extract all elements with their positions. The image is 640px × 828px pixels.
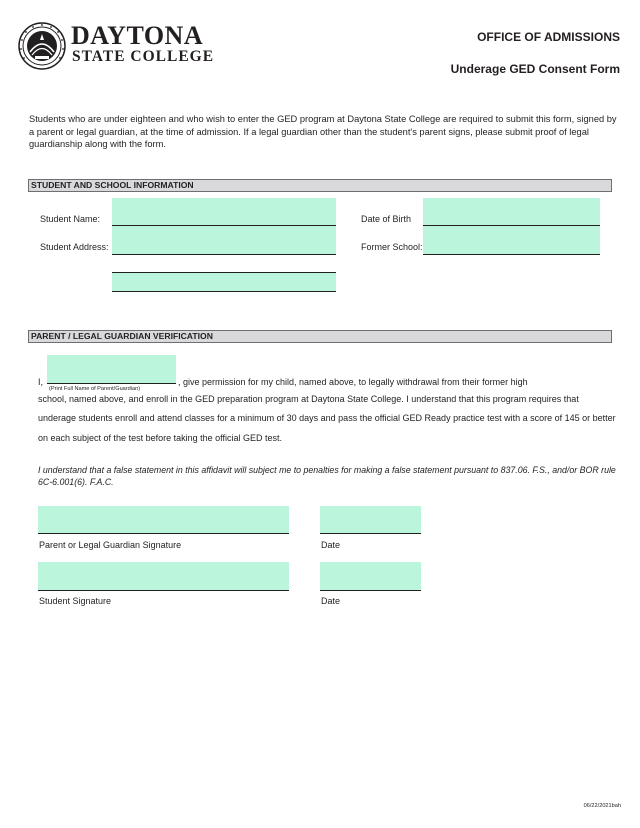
parent-date-field[interactable]	[320, 506, 421, 534]
former-school-field[interactable]	[423, 226, 600, 255]
student-name-field[interactable]	[112, 198, 336, 226]
student-address-label: Student Address:	[40, 242, 109, 252]
student-address-field-2[interactable]	[112, 273, 336, 292]
logo-name: DAYTONA	[71, 21, 204, 50]
parent-signature-field[interactable]	[38, 506, 289, 534]
student-signature-label: Student Signature	[39, 596, 112, 606]
former-school-label: Former School:	[361, 242, 423, 252]
student-address-field[interactable]	[112, 226, 336, 255]
permission-prefix: I,	[38, 377, 44, 387]
date-of-birth-field[interactable]	[423, 198, 600, 226]
student-date-field[interactable]	[320, 562, 421, 591]
office-heading: OFFICE OF ADMISSIONS	[477, 30, 620, 44]
dob-label: Date of Birth	[361, 214, 412, 224]
student-date-label: Date	[321, 596, 341, 606]
parent-date-label: Date	[321, 540, 341, 550]
guardian-section-header: PARENT / LEGAL GUARDIAN VERIFICATION	[28, 330, 612, 343]
permission-line-4: on each subject of the test before taking the official GED test.	[38, 433, 282, 443]
college-seal-icon	[18, 22, 66, 70]
intro-paragraph: Students who are under eighteen and who wish to enter the GED program at Daytona State College are required to submit this form, signed by a parent or legal guardian, at the time of admission. If a legal guardian other than the student's parent signs, please submit proof of legal guardianship along with the form.	[29, 114, 617, 150]
guardian-print-name-field[interactable]	[47, 355, 176, 384]
parent-signature-label: Parent or Legal Guardian Signature	[39, 540, 182, 550]
permission-line-1: , give permission for my child, named above, to legally withdrawal from their former high	[178, 377, 528, 387]
student-signature-field[interactable]	[38, 562, 289, 591]
student-section-header: STUDENT AND SCHOOL INFORMATION	[28, 179, 612, 192]
permission-line-3: underage students enroll and attend classes for a minimum of 30 days and pass the official GED Ready practice test with a score of 145 or better	[38, 413, 616, 423]
student-name-label: Student Name:	[40, 214, 101, 224]
form-title: Underage GED Consent Form	[450, 62, 620, 76]
revision-date: 06/22/2021bah	[583, 803, 621, 809]
print-name-caption: (Print Full Name of Parent/Guardian)	[49, 386, 141, 392]
logo-subtitle: STATE COLLEGE	[72, 48, 215, 65]
permission-line-2: school, named above, and enroll in the GED preparation program at Daytona State College. I understand that this program requires that	[38, 394, 579, 404]
affidavit-statement: I understand that a false statement in this affidavit will subject me to penalties for making a false statement pursuant to 837.06. F.S., and/or BOR rule 6C-6.001(6). F.A.C.	[38, 465, 616, 487]
college-logo	[18, 22, 233, 72]
